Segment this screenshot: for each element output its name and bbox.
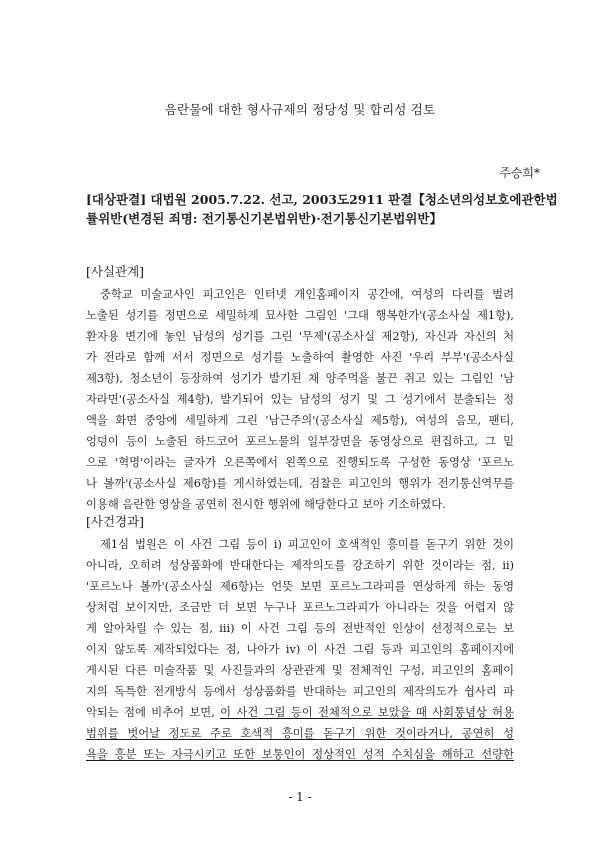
text-line: 이용해 음란한 영상을 공연히 전시한 행위에 해당한다고 보아 기소하였다. [86, 498, 446, 511]
text-line: 엉덩이 등이 노출된 하드코어 포르노물의 일부장면을 동영상으로 편집하고, 그 밑 [86, 435, 514, 448]
text-line: 게 알아차릴 수 있는 점, iii) 이 사건 그림 등의 전반적인 인상이 선정적으로는 보 [86, 622, 514, 635]
text-segment: 악되는 점에 비추어 보면, [86, 706, 215, 719]
text-line: 상처럼 보이지만, 조금만 더 보면 누구나 포르노그라피가 아니라는 것을 어렵지 않 [86, 601, 514, 614]
text-line: 제3항), 청소년이 등장하여 성기가 발기된 채 양주먹을 불끈 쥐고 있는 그림인 '남 [86, 372, 514, 385]
text-line: 제1심 법원은 이 사건 그림 등이 i) 피고인이 호색적인 흥미를 돋구기 위한 것이 [100, 538, 514, 551]
author-name: 주승희* [499, 166, 540, 180]
text-line: 액을 화면 중앙에 세밀하게 그린 '남근주의'(공소사실 제5항), 여성의 음모, 팬티, [86, 414, 514, 427]
page-number: - 1 - [288, 790, 312, 804]
case-reference-line: 률위반(변경된 죄명: 전기통신기본법위반)·전기통신기본법위반】 [86, 211, 442, 226]
section-heading-facts: [사실관계] [86, 264, 145, 279]
text-line: 게시된 다른 미술작품 및 사진들과의 상관관계 및 전체적인 구성, 피고인의 홈페이 [86, 664, 514, 677]
section-heading-proceedings: [사건경과] [86, 514, 145, 529]
text-line: 이지 않도록 제작되었다는 점, 나아가 iv) 이 사건 그림 등과 피고인의 홈페이지에 [86, 643, 514, 656]
underlined-text: 이 사건 그림 등이 전체적으로 보았을 때 사회통념상 허용 [220, 706, 514, 719]
text-line: 중학교 미술교사인 피고인은 인터넷 개인홈페이지 공간에, 여성의 다리를 벌려 [100, 288, 514, 301]
text-line: 노출된 성기를 정면으로 세밀하게 묘사한 그림인 '그대 행복한가'(공소사실 제1항), [86, 309, 514, 322]
text-line: '포르노나 볼까'(공소사실 제6항)는 언뜻 보면 포르노그라피를 연상하게 하는 동영 [86, 580, 514, 593]
text-line: 가 전라로 함께 서서 정면으로 성기를 노출하여 촬영한 사진 '우리 부부'(공소사실 [86, 351, 514, 364]
text-line: 나 볼까'(공소사실 제6항)를 게시하였는데, 검찰은 피고인의 행위가 전기통신역무를 [86, 477, 514, 490]
case-reference [86, 190, 558, 228]
underlined-text-line: 범위를 벗어날 정도로 주로 호색적 흥미를 돋구기 위한 것이라거나, 공연히 성 [86, 727, 514, 740]
text-line: 자라면'(공소사실 제4항), 발기되어 있는 남성의 성기 및 그 성기에서 분출되는 정 [86, 393, 514, 406]
document-title: 음란물에 대한 형사규제의 정당성 및 합리성 검토 [164, 102, 436, 117]
case-reference-line: [대상판결] 대법원 2005.7.22. 선고, 2003도2911 판결【청소년의성보호에관한법 [86, 192, 558, 207]
underlined-text-line: 욕을 흥분 또는 자극시키고 또한 보통인이 정상적인 성적 수치심을 해하고 선량한 [86, 748, 514, 761]
proceedings-paragraph [86, 534, 514, 765]
facts-paragraph [86, 284, 514, 515]
text-line: 지의 독특한 전개방식 등에서 성상품화를 반대하는 피고인의 제작의도가 쉽사리 파 [86, 685, 514, 698]
text-line [86, 702, 514, 723]
text-line: 아니라, 오히려 성상품화에 반대한다는 제작의도를 강조하기 위한 것이라는 점, ii) [86, 559, 514, 572]
text-line: 환자용 변기에 놓인 남성의 성기를 그린 '무제'(공소사실 제2항), 자신과 자신의 처 [86, 330, 514, 343]
text-line: 으로 '혁명'이라는 글자가 오른쪽에서 왼쪽으로 진행되도록 구성한 동영상 '포르노 [86, 456, 514, 469]
